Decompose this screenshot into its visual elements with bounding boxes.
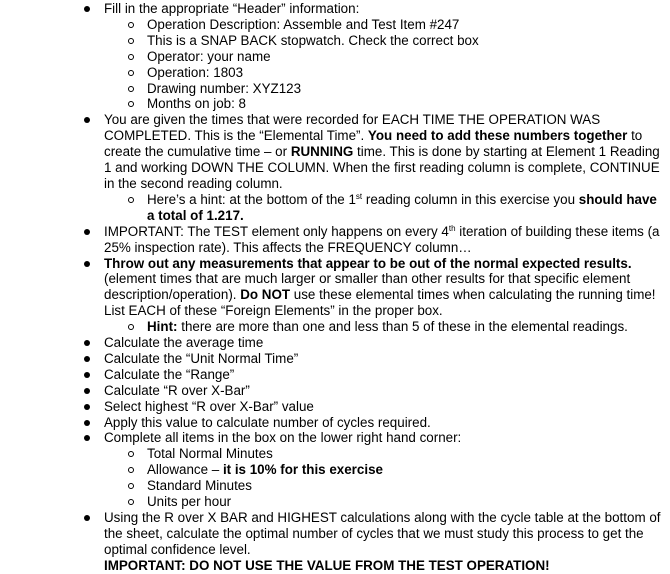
list-item-elemental-time: You are given the times that were recorded for EACH TIME THE OPERATION WAS COMPLETED. This is the “Elemental Time”. You need to add these numbers together to create the cumulative time – or RUNNING time. This is done by starting at Element 1 Reading 1 and working DOWN THE COLUMN. When the first reading column is complete, CONTINUE in the second reading column. Here’s a hint: at the bottom of the 1st reading column in this exercise you should have a total of 1.217.	[0, 112, 670, 223]
bullet-icon	[84, 420, 90, 426]
circle-bullet-icon	[128, 499, 134, 505]
bullet-icon	[84, 229, 90, 235]
sub-item: Operation: 1803	[104, 65, 664, 81]
list-item-test-element: IMPORTANT: The TEST element only happens on every 4th iteration of building these items (a 25% inspection rate). This affects the FREQUENCY column…	[0, 224, 670, 256]
bullet-icon	[84, 515, 90, 521]
circle-bullet-icon	[128, 467, 134, 473]
header-info-sublist	[104, 17, 664, 112]
list-item-unit-normal-time: Calculate the “Unit Normal Time”	[0, 351, 670, 367]
list-item-highest-r-over-xbar: Select highest “R over X-Bar” value	[0, 399, 670, 415]
circle-bullet-icon	[128, 101, 134, 107]
circle-bullet-icon	[128, 197, 134, 203]
list-item-foreign-elements: Throw out any measurements that appear to be out of the normal expected results. (element times that are much larger or smaller than other results for that specific element description/operation). Do NOT use these elemental times when calculating the running time! List EACH of these “Foreign Elements” in the proper box. Hint: there are more than one and less than 5 of these in the elemental readings.	[0, 256, 670, 336]
sub-item: Standard Minutes	[104, 478, 664, 494]
list-item-range: Calculate the “Range”	[0, 367, 670, 383]
lower-right-box-sublist	[104, 446, 664, 510]
bullet-icon	[84, 117, 90, 123]
running-time-hint-sublist	[104, 192, 664, 224]
bullet-icon	[84, 6, 90, 12]
list-item-cycles-required: Apply this value to calculate number of cycles required.	[0, 415, 670, 431]
instruction-list	[0, 1, 670, 574]
circle-bullet-icon	[128, 54, 134, 60]
circle-bullet-icon	[128, 22, 134, 28]
list-item-average-time: Calculate the average time	[0, 335, 670, 351]
sub-item: Months on job: 8	[104, 96, 664, 112]
sub-item: This is a SNAP BACK stopwatch. Check the correct box	[104, 33, 664, 49]
circle-bullet-icon	[128, 324, 134, 330]
circle-bullet-icon	[128, 483, 134, 489]
circle-bullet-icon	[128, 86, 134, 92]
bullet-icon	[84, 261, 90, 267]
bullet-icon	[84, 404, 90, 410]
sub-item: Allowance – it is 10% for this exercise	[104, 462, 664, 478]
list-item-cycle-table: Using the R over X BAR and HIGHEST calculations along with the cycle table at the bottom of the sheet, calculate the optimal number of cycles that we must study this process to get the optimal confidence level. IMPORTANT: DO NOT USE THE VALUE FROM THE TEST OPERATION!	[0, 510, 670, 574]
bullet-icon	[84, 372, 90, 378]
sub-item: Drawing number: XYZ123	[104, 81, 664, 97]
bullet-icon	[84, 435, 90, 441]
circle-bullet-icon	[128, 38, 134, 44]
list-item-lower-right-box: Complete all items in the box on the lower right hand corner: Total Normal Minutes Allowance – it is 10% for this exercise Standard Minutes Units per hour	[0, 430, 670, 510]
foreign-hint-sublist	[104, 319, 664, 335]
bullet-icon	[84, 356, 90, 362]
circle-bullet-icon	[128, 70, 134, 76]
bullet-icon	[84, 388, 90, 394]
sub-item-hint: Here’s a hint: at the bottom of the 1st reading column in this exercise you should have a total of 1.217.	[104, 192, 664, 224]
list-item-header-info: Fill in the appropriate “Header” information: Operation Description: Assemble and Test Item #247 This is a SNAP BACK stopwatch. Check the correct box Operator: your name Operation: 1803 Drawing number: XYZ123 Months on job: 8	[0, 1, 670, 112]
list-item-r-over-xbar: Calculate “R over X-Bar”	[0, 383, 670, 399]
sub-item-hint: Hint: there are more than one and less than 5 of these in the elemental readings.	[104, 319, 664, 335]
sub-item: Total Normal Minutes	[104, 446, 664, 462]
sub-item: Units per hour	[104, 494, 664, 510]
sub-item: Operator: your name	[104, 49, 664, 65]
bullet-icon	[84, 340, 90, 346]
circle-bullet-icon	[128, 451, 134, 457]
sub-item: Operation Description: Assemble and Test Item #247	[104, 17, 664, 33]
